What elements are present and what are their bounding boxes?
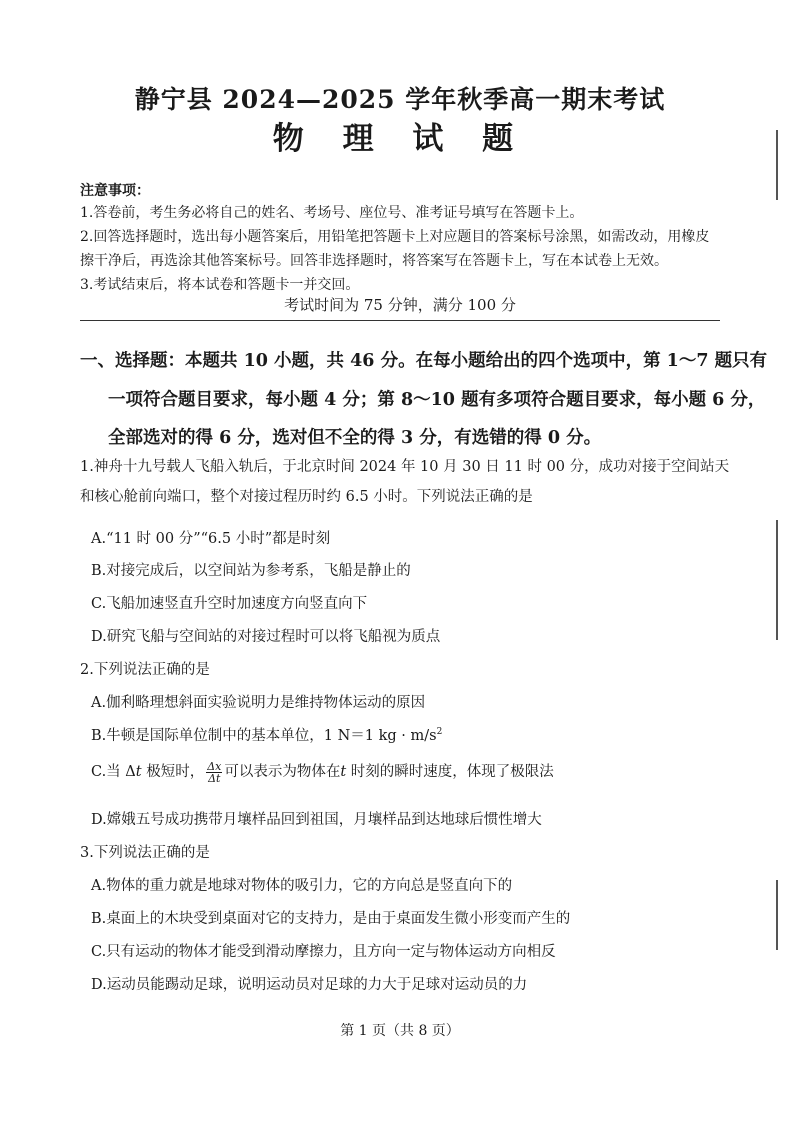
- option-c-text: 可以表示为物体在: [224, 764, 341, 780]
- option-c-text: 极短时，: [141, 764, 205, 780]
- notice-heading: 注意事项：: [80, 183, 150, 199]
- notice-item: 1.答卷前，考生务必将自己的姓名、考场号、座位号、准考证号填写在答题卡上。: [80, 205, 584, 221]
- fraction-denominator: Δt: [208, 771, 221, 785]
- option-c: C.飞船加速竖直升空时加速度方向竖直向下: [91, 596, 368, 612]
- option-c: C.只有运动的物体才能受到滑动摩擦力，且方向一定与物体运动方向相反: [91, 944, 556, 960]
- exam-title: 静宁县 2024—2025 学年秋季高一期末考试: [134, 85, 666, 114]
- option-b: B.桌面上的木块受到桌面对它的支持力，是由于桌面发生微小形变而产生的: [91, 911, 571, 927]
- question-stem: 2.下列说法正确的是: [80, 662, 210, 678]
- section-header-line: 全部选对的得 6 分，选对但不全的得 3 分，有选错的得 0 分。: [108, 428, 602, 448]
- superscript: 2: [436, 727, 443, 738]
- notice-item: 2.回答选择题时，选出每小题答案后，用铅笔把答题卡上对应题目的答案标号涂黑，如需改动，用橡皮擦干净后，再选涂其他答案标号。回答非选择题时，将答案写在答题卡上，写在本试卷上无效。: [80, 229, 710, 269]
- subject-title: 物 理 试 题: [272, 121, 528, 157]
- option-b-text: B.牛顿是国际单位制中的基本单位，1 N＝1 kg · m/s: [91, 728, 437, 744]
- option-b: B.对接完成后，以空间站为参考系，飞船是静止的: [91, 563, 411, 579]
- fraction: [206, 761, 222, 784]
- variable: t: [135, 764, 142, 780]
- question-stem: 3.下列说法正确的是: [80, 845, 210, 861]
- option-d: D.嫦娥五号成功携带月壤样品回到祖国，月壤样品到达地球后惯性增大: [91, 812, 542, 828]
- option-a: A.物体的重力就是地球对物体的吸引力，它的方向总是竖直向下的: [91, 878, 513, 894]
- option-a: A.伽利略理想斜面实验说明力是维持物体运动的原因: [91, 695, 426, 711]
- section-header-line: 一、选择题：本题共 10 小题，共 46 分。在每小题给出的四个选项中，第 1～7 题只有: [80, 351, 768, 371]
- option-d: D.运动员能踢动足球，说明运动员对足球的力大于足球对运动员的力: [91, 977, 528, 993]
- scan-edge-mark: [776, 520, 778, 640]
- option-c: [91, 760, 554, 784]
- question-stem: 1.神舟十九号载人飞船入轨后，于北京时间 2024 年 10 月 30 日 11 时 00 分，成功对接于空间站天和核心舱前向端口，整个对接过程历时约 6.5 小时。下列说法正确的是: [80, 459, 730, 505]
- option-c-text: 时刻的瞬时速度，体现了极限法: [346, 764, 554, 780]
- option-d: D.研究飞船与空间站的对接过程时可以将飞船视为质点: [91, 629, 441, 645]
- option-c-text: C.当 Δ: [91, 764, 136, 780]
- divider: [80, 320, 720, 321]
- notice-item: 3.考试结束后，将本试卷和答题卡一并交回。: [80, 277, 360, 293]
- page-footer: 第 1 页（共 8 页）: [340, 1023, 460, 1039]
- variable: t: [340, 764, 347, 780]
- option-a: A.“11 时 00 分”“6.5 小时”都是时刻: [91, 531, 331, 547]
- section-header-line: 一项符合题目要求，每小题 4 分；第 8～10 题有多项符合题目要求，每小题 6 分，: [108, 390, 766, 410]
- fraction-numerator: Δx: [207, 759, 222, 773]
- scan-edge-mark: [776, 880, 778, 950]
- exam-time: 考试时间为 75 分钟，满分 100 分: [284, 296, 516, 314]
- option-b: [91, 724, 442, 745]
